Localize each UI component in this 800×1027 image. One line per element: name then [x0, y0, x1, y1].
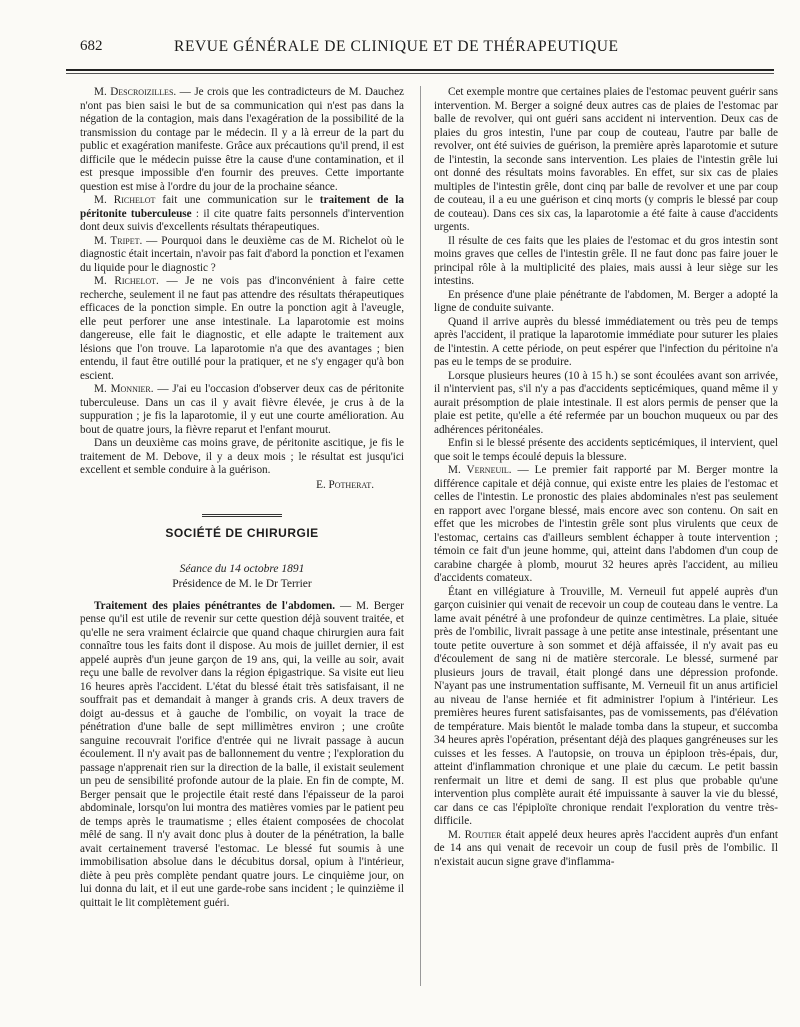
speaker-name: M. Routier: [448, 828, 502, 841]
header-rule-thin: [66, 73, 774, 74]
paragraph-text: — J'ai eu l'occasion d'observer deux cas de péritonite tuberculeuse. Dans un cas il y avait fièvre élevée, je crus à de la suppuration ; je fis la laparotomie, il y eut une courte amélioration. Au bout de quatre jours, la fièvre reparut et l'enfant mourut.: [80, 383, 404, 436]
paragraph-text: fait une communication sur le: [155, 194, 320, 206]
paragraph: Enfin si le blessé présente des accidents septicémiques, il intervient, quel que soit le temps écoulé depuis la blessure.: [434, 437, 778, 463]
paragraph-text: était appelé deux heures après l'accident auprès d'un enfant de 14 ans qui venait de recevoir un coup de fusil près de l'ombilic. Il n'existait aucun signe grave d'inflamma-: [434, 828, 778, 868]
header-rule: [66, 69, 774, 71]
paragraph-text: — Je crois que les contradicteurs de M. Dauchez n'ont pas bien saisi le but de sa communication qui n'est pas dans la négation de la contagion, mais dans l'exagération de la possibilité de la transmission du contage par le médecin. Il y a là erreur de la part du public et exagération manifeste. Grâce aux précautions qu'il prend, il est difficile que le médecin puisse être la cause d'une contamination, et il est presque impossible d'en fournir des preuves. Cette importante question est mise à l'ordre du jour de la prochaine séance.: [80, 86, 404, 193]
paragraph: Il résulte de ces faits que les plaies de l'estomac et du gros intestin sont moins graves que celles de l'intestin grêle. Il ne faut donc pas faire jouer le principal rôle à la multiplicité des plaies, mais aussi à leur siège sur les intestins.: [434, 234, 778, 287]
right-column: [434, 86, 778, 869]
speaker-name: M. Richelot: [94, 194, 156, 206]
column-divider: [420, 86, 421, 986]
paragraph: Dans un deuxième cas moins grave, de péritonite ascitique, je fis le traitement de M. Debove, il y a deux mois ; le résultat est jusqu'ici excellent et semble conduire à la guérison.: [80, 437, 404, 476]
page-header: [66, 34, 772, 62]
paragraph: [80, 275, 404, 383]
session-date: Séance du 14 octobre 1891: [179, 562, 305, 575]
left-column: [80, 86, 404, 910]
topic-heading: traitement de la péritonite tuberculeuse: [80, 194, 404, 220]
speaker-name: M. Richelot.: [94, 275, 159, 287]
section-separator: [202, 514, 282, 517]
paragraph: Cet exemple montre que certaines plaies de l'estomac peuvent guérir sans intervention. M. Berger a soigné deux autres cas de plaies de l'estomac par balle de revolver, qui ont guéri sans accident ni intervention. Deux cas de plaies du gros intestin, l'une par coup de couteau, l'autre par balle de revolver, ont été suivies de guérison, la première après laparotomie et suture de l'intestin, la seconde sans intervention. Les plaies de l'intestin grêle lui ont donné des résultats moins favorables. En effet, sur six cas de plaies multiples de l'intestin grêle, dont cinq par balle de revolver et une par coup de couteau, il a eu une guérison et cinq morts (y compris le blessé par coup de couteau). Dans ces six cas, la laparotomie a été faite à cause d'accidents urgents.: [434, 86, 778, 233]
topic-heading: Traitement des plaies pénétrantes de l'abdomen.: [94, 599, 336, 612]
paragraph: [80, 194, 404, 235]
section-title: SOCIÉTÉ DE CHIRURGIE: [165, 526, 319, 540]
paragraph-text: — Le premier fait rapporté par M. Berger montre la différence capitale et déjà connue, qui existe entre les plaies de l'estomac et celles de l'intestin. Le pronostic des plaies abdominales n'est pas seulement en rapport avec l'organe blessé, mais encore avec son contenu. On sait en effet que les microbes de l'intestin grêle sont plus virulents que ceux de l'estomac, certains cas d'ailleurs semblent échapper à toute intervention ; témoin ce fait d'un jeune homme, qui, atteint dans l'abdomen d'un coup de carabine chargée à plomb, mourut 32 heures après l'accident, au milieu d'accidents comateux.: [434, 464, 778, 584]
author-signature: E. Potherat.: [316, 478, 374, 491]
speaker-name: M. Tripet.: [94, 234, 143, 247]
running-title: REVUE GÉNÉRALE DE CLINIQUE ET DE THÉRAPEUTIQUE: [174, 38, 619, 55]
paragraph: En présence d'une plaie pénétrante de l'abdomen, M. Berger a adopté la ligne de conduite suivante.: [434, 288, 778, 314]
speaker-name: M. Descroizilles.: [94, 86, 177, 98]
paragraph: [80, 86, 404, 194]
speaker-name: M. Monnier.: [94, 383, 154, 395]
paragraph: Quand il arrive auprès du blessé immédiatement ou très peu de temps après l'accident, il pratique la laparotomie immédiate pour suturer les plaies de l'intestin. A cette période, on peut espérer que l'infection du péritoine n'a pas eu le temps de se produire.: [434, 315, 778, 368]
presidency: Présidence de M. le Dr Terrier: [172, 578, 312, 590]
paragraph: [434, 829, 778, 870]
paragraph: Lorsque plusieurs heures (10 à 15 h.) se sont écoulées avant son arrivée, il n'intervient pas, s'il n'y a pas d'accidents septicémiques, quand même il y aurait présomption de plaie intestinale. Il est alors permis de penser que la plaie est petite, qu'elle a été refermée par un bouchon muqueux ou par des adhérences péritonéales.: [434, 369, 778, 436]
paragraph-text: — M. Berger pense qu'il est utile de revenir sur cette question déjà souvent traitée, et qu'elle ne sera vraiment éclaircie que quand chaque chirurgien aura fait connaître tous les faits dont il dispose. Au mois de juillet dernier, il est appelé auprès d'un jeune garçon de 19 ans, qui, la veille au soir, avait reçu une balle de revolver dans la région épigastrique. Sa visite eut lieu 16 heures après l'accident. L'état du blessé était très satisfaisant, il ne souffrait pas et demandait à manger à grands cris. A deux travers de doigt au-dessus et à gauche de l'ombilic, on voyait la trace de pénétration d'une balle de sept millimètres environ ; une croûte sanguine recouvrait l'orifice d'entrée qui ne livrait passage à aucun écoulement. Il n'y avait pas de ballonnement du ventre ; l'exploration du passage n'apprenait rien sur la direction de la balle, il existait seulement un peu de sensibilité profonde autour de la plaie. En fin de compte, M. Berger pensait que le projectile était resté dans l'épaisseur de la paroi abdominale, lorsqu'on lui montra des matières vomies par le patient peu de temps après le traumatisme ; elles étaient composées de chocolat mêlé de sang. Il n'y avait donc plus à douter de la pénétration, la balle avait certainement traversé l'estomac. Le blessé fut soumis à une immobilisation absolue dans le décubitus dorsal, opium à l'intérieur, diète à peu près complète pendant quatre jours. Le cinquième jour, on lui donna du lait, et il eut une garde-robe sans incident ; le quinzième il quittait le lit complètement guéri.: [80, 599, 404, 909]
paragraph-text: : il cite quatre faits personnels d'intervention dont deux suivis d'excellents résultats thérapeutiques.: [80, 207, 404, 233]
paragraph: [80, 600, 404, 911]
paragraph: [80, 235, 404, 276]
paragraph: [434, 464, 778, 586]
page-number: 682: [80, 38, 103, 54]
paragraph-text: — Je ne vois pas d'inconvénient à faire cette recherche, seulement il ne faut pas attendre des résultats thérapeutiques efficaces de la ponction simple. En outre la ponction agit à l'aveugle, elle peut perforer une anse intestinale. La laparotomie est moins dangereuse, elle fait le diagnostic, et elle adapte le traitement aux lésions que l'on trouve. La laparotomie n'a que des avantages ; bien entendu, il faut être outillé pour la pratiquer, et ne s'y engager qu'à bon escient.: [80, 275, 405, 382]
paragraph: [80, 383, 404, 437]
paragraph: Étant en villégiature à Trouville, M. Verneuil fut appelé auprès d'un garçon cuisinier qui venait de recevoir un coup de couteau dans le ventre. La lame avait pénétré à une profondeur de quinze centimètres. La plaie, située près de l'ombilic, livrait passage à une petite anse intestinale, présentant une toute petite ouverture à son sommet et déjà affaissée, il n'y avait pas eu d'écoulement de sang ni de matière stercorale. Le blessé, surmené par plusieurs jours de travail, était plongé dans une dépression profonde. N'ayant pas une instrumentation suffisante, M. Verneuil fit un anus artificiel au niveau de l'anse herniée et fit administrer l'opium à l'intérieur. Les premières heures furent satisfaisantes, pas de vomissements, pas d'élévation de température. Mais bientôt le malade tomba dans la stupeur, et succomba 34 heures après l'opération, présentant déjà des plaques gangréneuses sur les cuisses et les fesses. A l'autopsie, on trouva un épiploon très-épais, dur, atteint d'inflammation chronique et une plaie du cæcum. Le petit bassin renfermait un litre et demi de sang. Il est plus que probable qu'une intervention plus complète aurait été impuissante à sauver la vie du blessé, car dans ce cas l'épiploïte chronique rendait l'exploration du ventre très-difficile.: [434, 585, 778, 827]
speaker-name: M. Verneuil.: [448, 464, 512, 476]
paragraph-text: — Pourquoi dans le deuxième cas de M. Richelot où le diagnostic était incertain, n'avoir pas fait d'abord la ponction et l'examen du liquide pour le diagnostic ?: [80, 234, 404, 274]
